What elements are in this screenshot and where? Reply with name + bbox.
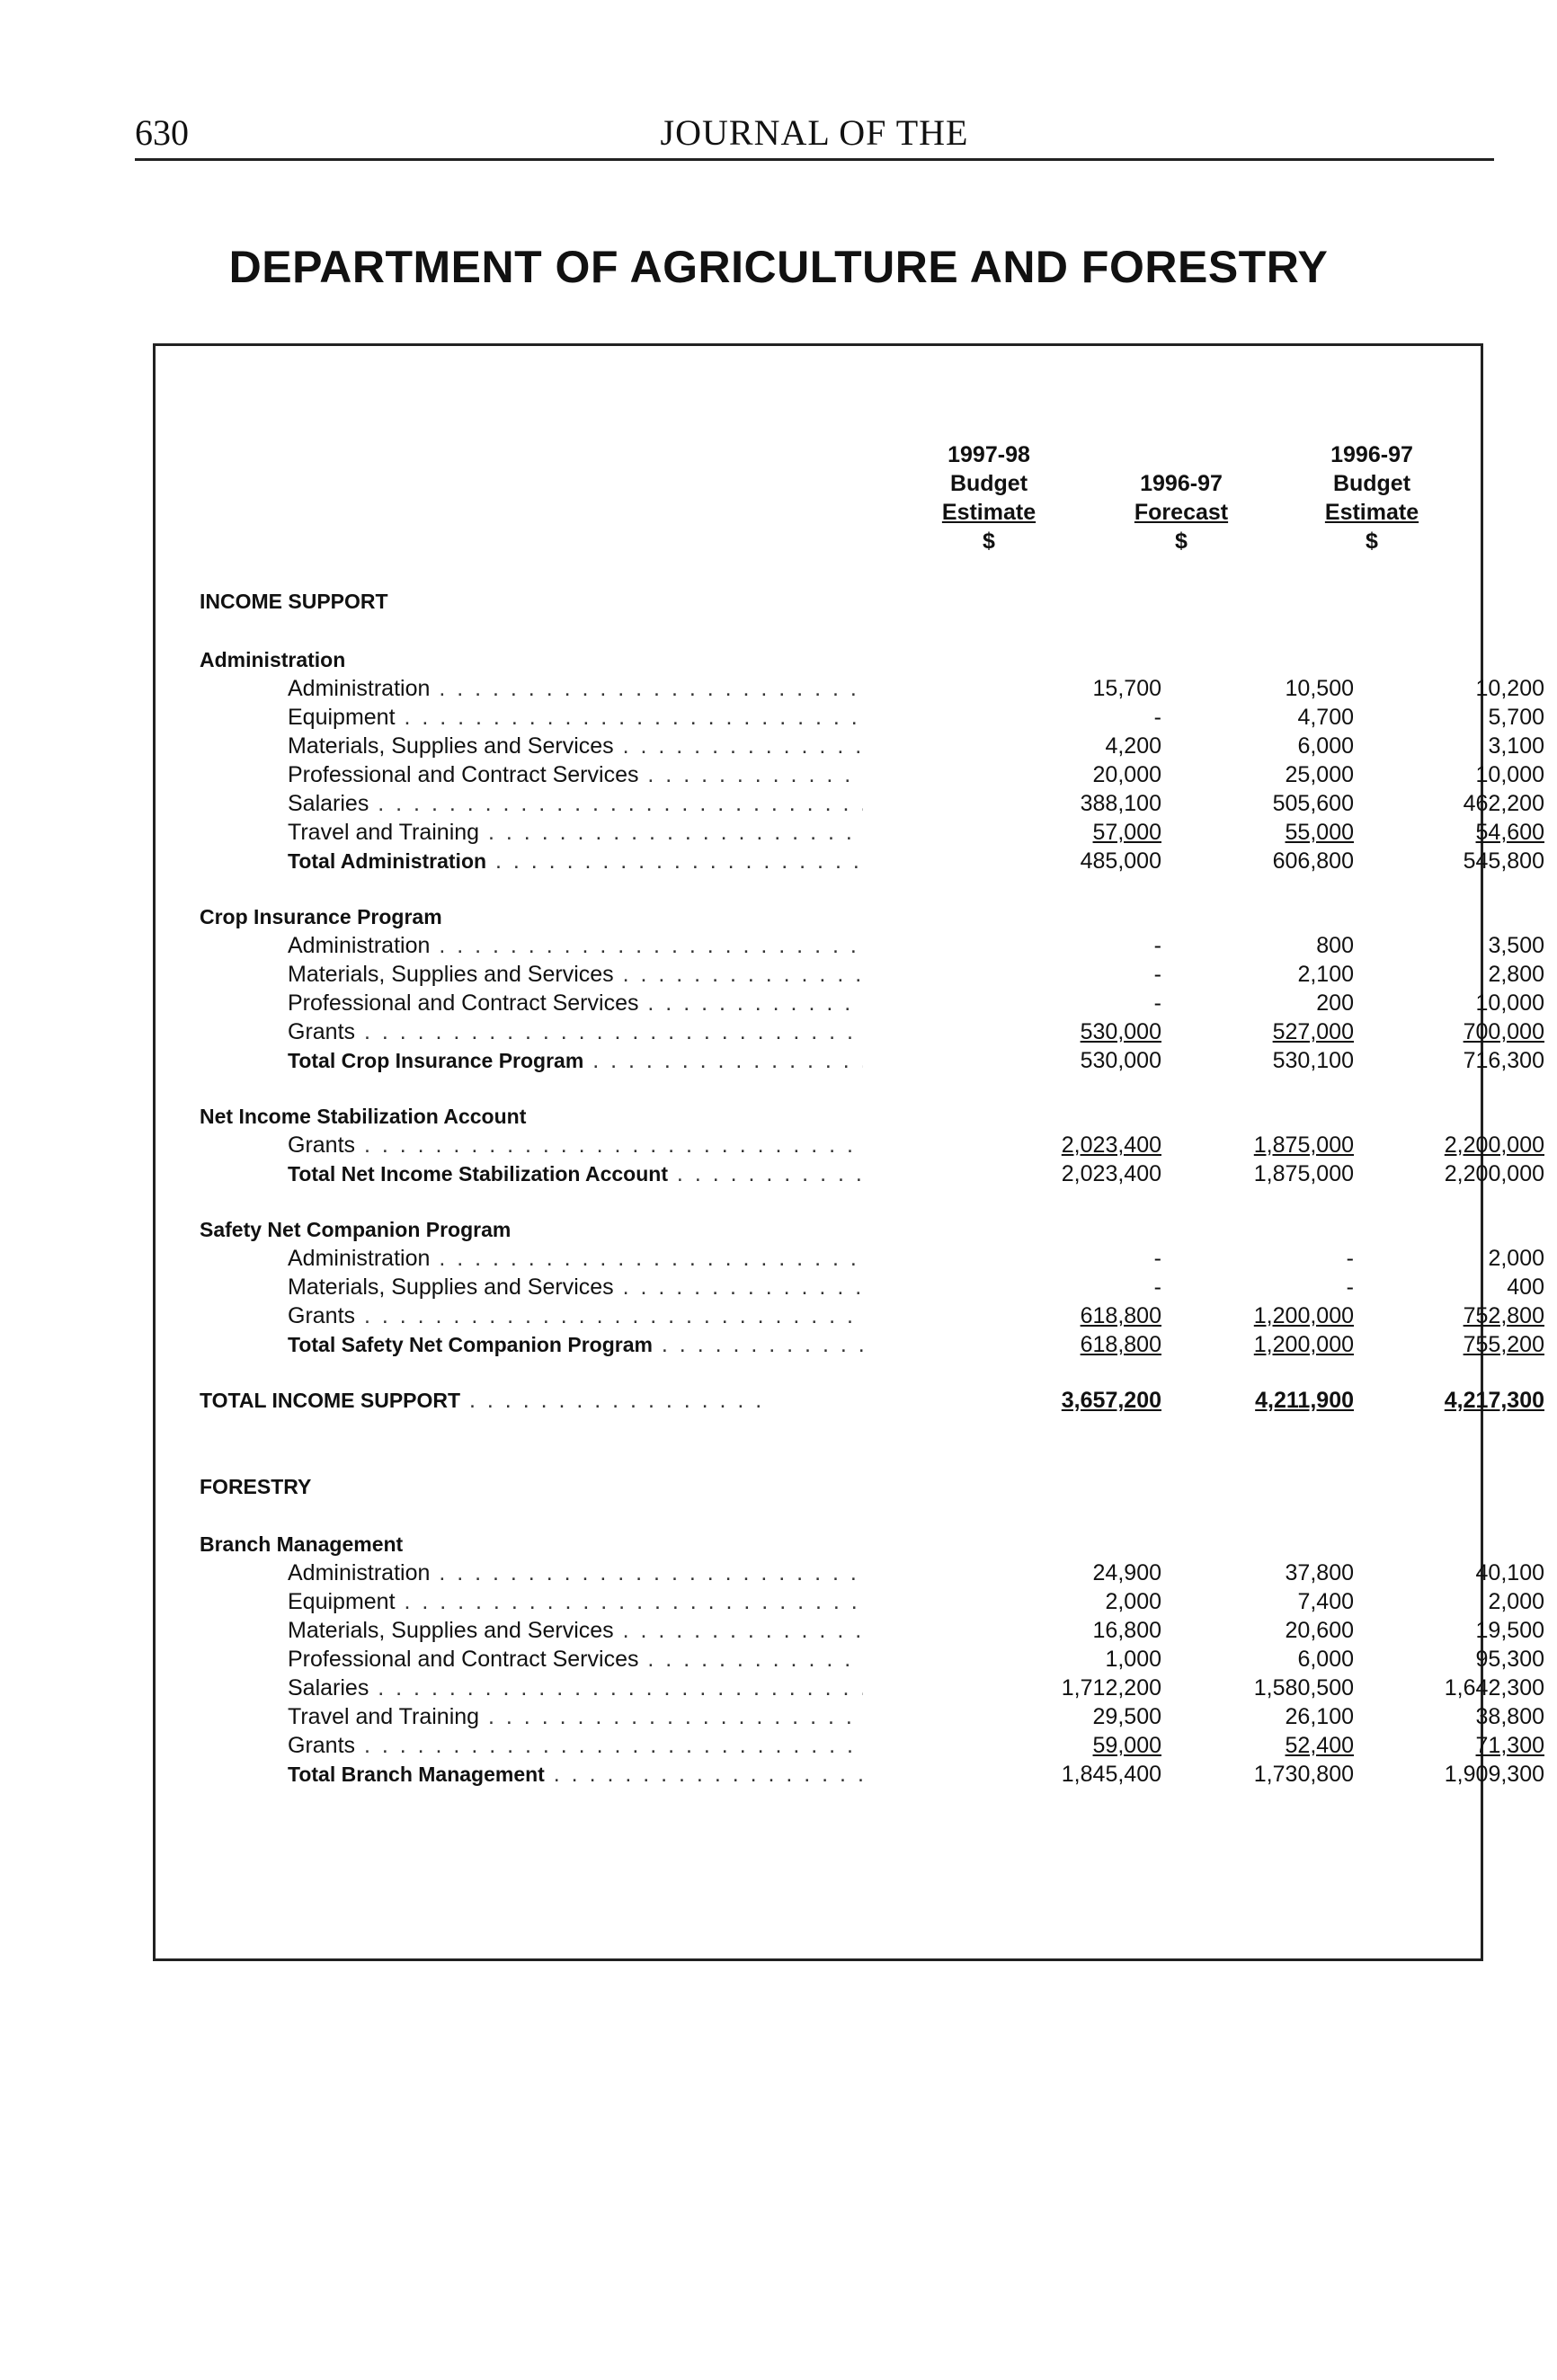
- table-row: [288, 1131, 1544, 1159]
- value-forecast: 37,800: [1285, 1560, 1354, 1585]
- value-1997-98: 29,500: [1092, 1704, 1161, 1729]
- value-1997-98: 1,712,200: [1061, 1675, 1161, 1701]
- table-row: [288, 1273, 1544, 1301]
- value-1997-98: -: [1153, 990, 1161, 1016]
- value-1997-98: 530,000: [1080, 1019, 1161, 1044]
- value-forecast: -: [1346, 1246, 1354, 1271]
- value-1996-97: 3,100: [1488, 733, 1544, 759]
- value-forecast: 200: [1316, 990, 1354, 1016]
- column-header-line: Estimate: [1324, 500, 1419, 525]
- table-row-total: [288, 1760, 1544, 1789]
- value-1996-97: 71,300: [1475, 1733, 1544, 1758]
- value-forecast: 1,730,800: [1253, 1762, 1354, 1787]
- value-1996-97: 10,000: [1475, 762, 1544, 787]
- row-label: Travel and Training . . .: [288, 818, 863, 847]
- value-1996-97: 3,500: [1488, 933, 1544, 958]
- value-forecast: 527,000: [1272, 1019, 1354, 1044]
- table-row: [288, 931, 1544, 960]
- value-1997-98: 20,000: [1092, 762, 1161, 787]
- value-1997-98: 618,800: [1080, 1332, 1161, 1357]
- value-forecast: 25,000: [1285, 762, 1354, 787]
- row-label: Grants . . .: [288, 1017, 863, 1046]
- column-header-line: Budget: [1332, 471, 1411, 496]
- table-row: [288, 818, 1544, 847]
- value-1996-97: 400: [1507, 1274, 1544, 1300]
- value-1996-97: 2,200,000: [1444, 1132, 1544, 1158]
- value-1996-97: 4,217,300: [1444, 1388, 1544, 1413]
- table-row-total: [288, 847, 1544, 875]
- table-row: [288, 1731, 1544, 1760]
- column-header-1996-97-budget: [1273, 440, 1471, 555]
- value-1996-97: 19,500: [1475, 1618, 1544, 1643]
- row-label: Materials, Supplies and Services . . .: [288, 1273, 863, 1301]
- value-forecast: 20,600: [1285, 1618, 1354, 1643]
- row-label: Administration . . .: [288, 931, 863, 960]
- value-1997-98: 57,000: [1092, 820, 1161, 845]
- value-forecast: 1,875,000: [1253, 1132, 1354, 1158]
- column-header-line: Estimate: [941, 500, 1037, 525]
- row-label: Total Administration . . .: [288, 847, 863, 875]
- section-heading-income-support: INCOME SUPPORT: [200, 590, 388, 613]
- value-forecast: 1,580,500: [1253, 1675, 1354, 1701]
- group-heading-branch-management: Branch Management: [200, 1532, 404, 1556]
- table-row: [288, 1017, 1544, 1046]
- row-label: Professional and Contract Services . . .: [288, 989, 863, 1017]
- table-row: [288, 732, 1544, 760]
- table-row: [288, 760, 1544, 789]
- row-label: Professional and Contract Services . . .: [288, 760, 863, 789]
- row-label: Administration . . .: [288, 1244, 863, 1273]
- row-label: Grants . . .: [288, 1131, 863, 1159]
- value-forecast: 26,100: [1285, 1704, 1354, 1729]
- row-label: Total Safety Net Companion Program . . .: [288, 1330, 863, 1359]
- value-1996-97: 2,200,000: [1444, 1161, 1544, 1186]
- value-1997-98: 15,700: [1092, 676, 1161, 701]
- value-1996-97: 95,300: [1475, 1647, 1544, 1672]
- value-1997-98: -: [1153, 1274, 1161, 1300]
- row-label: Administration . . .: [288, 1559, 863, 1587]
- row-label: Total Net Income Stabilization Account . . .: [288, 1159, 863, 1188]
- row-label: Professional and Contract Services . . .: [288, 1645, 863, 1674]
- column-header-unit: $: [1175, 528, 1188, 554]
- column-header-line: [1082, 440, 1280, 469]
- row-label: Materials, Supplies and Services . . .: [288, 1616, 863, 1645]
- row-label: Total Crop Insurance Program . . .: [288, 1046, 863, 1075]
- row-label: Total Branch Management . . .: [288, 1760, 863, 1789]
- table-row-total: [288, 1330, 1544, 1359]
- section-heading-forestry: FORESTRY: [200, 1475, 312, 1498]
- value-forecast: 800: [1316, 933, 1354, 958]
- row-label: Administration . . .: [288, 674, 863, 703]
- table-row-total: [288, 1159, 1544, 1188]
- value-forecast: -: [1346, 1274, 1354, 1300]
- table-row: [288, 1244, 1544, 1273]
- value-forecast: 10,500: [1285, 676, 1354, 701]
- group-heading-nisa: Net Income Stabilization Account: [200, 1105, 527, 1128]
- table-row: [288, 1301, 1544, 1330]
- table-row: [288, 1616, 1544, 1645]
- value-1996-97: 10,000: [1475, 990, 1544, 1016]
- value-1996-97: 545,800: [1463, 848, 1544, 874]
- value-1997-98: 24,900: [1092, 1560, 1161, 1585]
- value-forecast: 52,400: [1285, 1733, 1354, 1758]
- value-1997-98: -: [1153, 1246, 1161, 1271]
- value-forecast: 530,100: [1272, 1048, 1354, 1073]
- table-row: [288, 789, 1544, 818]
- value-forecast: 505,600: [1272, 791, 1354, 816]
- row-label: Salaries . . .: [288, 1674, 863, 1702]
- table-row-total: [288, 1046, 1544, 1075]
- value-1997-98: 2,000: [1105, 1589, 1161, 1614]
- row-label: Grants . . .: [288, 1731, 863, 1760]
- value-1996-97: 1,909,300: [1444, 1762, 1544, 1787]
- group-heading-crop-insurance: Crop Insurance Program: [200, 905, 442, 928]
- value-1997-98: -: [1153, 962, 1161, 987]
- page-number: 630: [135, 112, 189, 153]
- value-forecast: 4,700: [1297, 705, 1354, 730]
- value-forecast: 6,000: [1297, 733, 1354, 759]
- value-1997-98: 388,100: [1080, 791, 1161, 816]
- value-forecast: 4,211,900: [1255, 1388, 1354, 1413]
- column-header-1996-97-forecast: [1082, 440, 1280, 555]
- value-1996-97: 54,600: [1475, 820, 1544, 845]
- value-1996-97: 755,200: [1463, 1332, 1544, 1357]
- value-1996-97: 752,800: [1463, 1303, 1544, 1328]
- value-1997-98: 16,800: [1092, 1618, 1161, 1643]
- column-header-line: 1996-97: [1330, 442, 1413, 467]
- value-forecast: 7,400: [1297, 1589, 1354, 1614]
- value-1997-98: 59,000: [1092, 1733, 1161, 1758]
- column-header-line: Forecast: [1134, 500, 1229, 525]
- column-header-line: 1997-98: [948, 442, 1030, 467]
- value-1997-98: 485,000: [1080, 848, 1161, 874]
- value-1997-98: 3,657,200: [1061, 1388, 1161, 1413]
- group-heading-safety-net: Safety Net Companion Program: [200, 1218, 512, 1241]
- row-label: TOTAL INCOME SUPPORT . . .: [200, 1386, 775, 1415]
- value-forecast: 2,100: [1297, 962, 1354, 987]
- value-forecast: 6,000: [1297, 1647, 1354, 1672]
- value-1997-98: 2,023,400: [1061, 1161, 1161, 1186]
- column-header-unit: $: [1366, 528, 1378, 554]
- value-forecast: 1,200,000: [1253, 1303, 1354, 1328]
- value-1996-97: 1,642,300: [1444, 1675, 1544, 1701]
- value-forecast: 606,800: [1272, 848, 1354, 874]
- table-row: [288, 703, 1544, 732]
- page-title: DEPARTMENT OF AGRICULTURE AND FORESTRY: [228, 242, 1329, 292]
- value-1996-97: 2,000: [1488, 1589, 1544, 1614]
- table-row: [288, 960, 1544, 989]
- value-1996-97: 38,800: [1475, 1704, 1544, 1729]
- column-header-unit: $: [983, 528, 995, 554]
- table-row: [288, 1559, 1544, 1587]
- row-label: Salaries . . .: [288, 789, 863, 818]
- table-row: [288, 1587, 1544, 1616]
- value-1996-97: 5,700: [1488, 705, 1544, 730]
- journal-title: JOURNAL OF THE: [660, 112, 969, 153]
- table-row: [288, 989, 1544, 1017]
- value-1996-97: 10,200: [1475, 676, 1544, 701]
- value-1997-98: 4,200: [1105, 733, 1161, 759]
- table-row: [288, 1702, 1544, 1731]
- row-label: Travel and Training . . .: [288, 1702, 863, 1731]
- group-heading-administration: Administration: [200, 648, 346, 671]
- value-1997-98: 1,845,400: [1061, 1762, 1161, 1787]
- table-row: [288, 674, 1544, 703]
- value-forecast: 55,000: [1285, 820, 1354, 845]
- value-1996-97: 2,800: [1488, 962, 1544, 987]
- row-label: Equipment . . .: [288, 1587, 863, 1616]
- value-1996-97: 2,000: [1488, 1246, 1544, 1271]
- value-1996-97: 716,300: [1463, 1048, 1544, 1073]
- column-header-1997-98-budget: [890, 440, 1088, 555]
- row-label: Materials, Supplies and Services . . .: [288, 960, 863, 989]
- value-1997-98: 530,000: [1080, 1048, 1161, 1073]
- row-label: Equipment . . .: [288, 703, 863, 732]
- value-forecast: 1,200,000: [1253, 1332, 1354, 1357]
- value-1997-98: 618,800: [1080, 1303, 1161, 1328]
- value-1996-97: 462,200: [1463, 791, 1544, 816]
- value-1996-97: 700,000: [1463, 1019, 1544, 1044]
- table-row: [288, 1645, 1544, 1674]
- value-1997-98: -: [1153, 705, 1161, 730]
- row-label: Grants . . .: [288, 1301, 863, 1330]
- column-header-line: 1996-97: [1140, 471, 1223, 496]
- value-1996-97: 40,100: [1475, 1560, 1544, 1585]
- row-label: Materials, Supplies and Services . . .: [288, 732, 863, 760]
- value-forecast: 1,875,000: [1253, 1161, 1354, 1186]
- table-row-grand-total: [200, 1386, 1544, 1415]
- value-1997-98: 2,023,400: [1061, 1132, 1161, 1158]
- value-1997-98: -: [1153, 933, 1161, 958]
- value-1997-98: 1,000: [1105, 1647, 1161, 1672]
- table-row: [288, 1674, 1544, 1702]
- column-header-line: Budget: [949, 471, 1028, 496]
